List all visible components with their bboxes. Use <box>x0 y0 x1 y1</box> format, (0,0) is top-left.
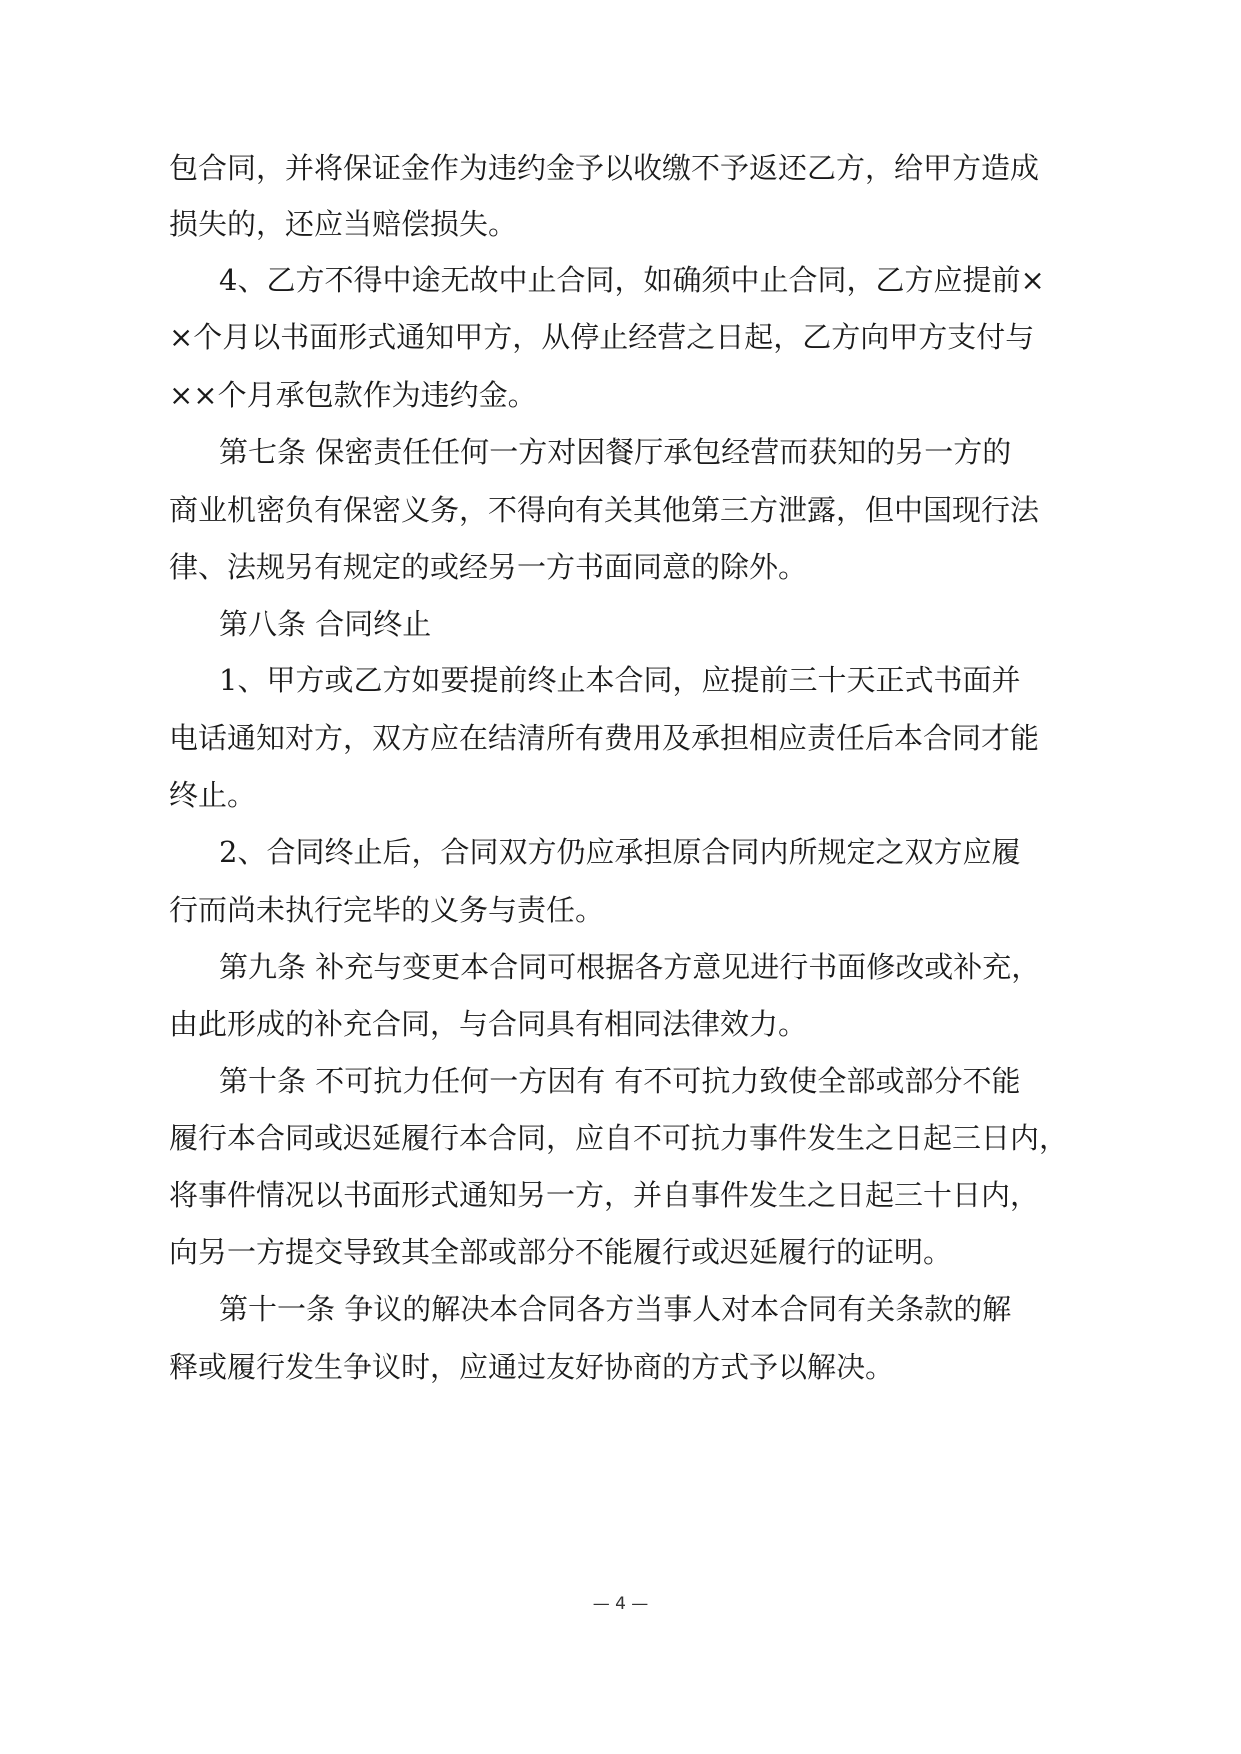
page-number: — 4 — <box>592 1594 649 1614</box>
document-page: 包合同，并将保证金作为违约金予以收缴不予返还乙方，给甲方造成 损失的，还应当赔偿损失。 4、乙方不得中途无故中止合同，如确须中止合同，乙方应提前× ×个月以书面形式通知甲方，从停止经营之日起，乙方向甲方支付与 ××个月承包款作为违约金。 第七条 保密责任任何一方对因餐厅承包经营而获知的另一方的 商业机密负有保密义务，不得向有关其他第三方泄露，但中国现行法 律、法规另有规定的或经另一方书面同意的除外。 第八条 合同终止 1、甲方或乙方如要提前终止本合同，应提前三十天正式书面并 电话通知对方，双方应在结清所有费用及承担相应责任后本合同才能 终止。 2、合同终止后，合同双方仍应承担原合同内所规定之双方应履 行而尚未执行完毕的义务与责任。 第九条 补充与变更本合同可根据各方意见进行书面修改或补充， 由此形成的补充合同，与合同具有相同法律效力。 第十条 不可抗力任何一方因有 有不可抗力致使全部或部分不能 履行本合同或迟延履行本合同，应自不可抗力事件发生之日起三日内， 将事件情况以书面形式通知另一方，并自事件发生之日起三十日内， 向另一方提交导致其全部或部分不能履行或迟延履行的证明。 第十一条 争议的解决本合同各方当事人对本合同有关条款的解 释或履行发生争议时，应通过友好协商的方式予以解决。 — 4 — <box>0 0 1241 1754</box>
